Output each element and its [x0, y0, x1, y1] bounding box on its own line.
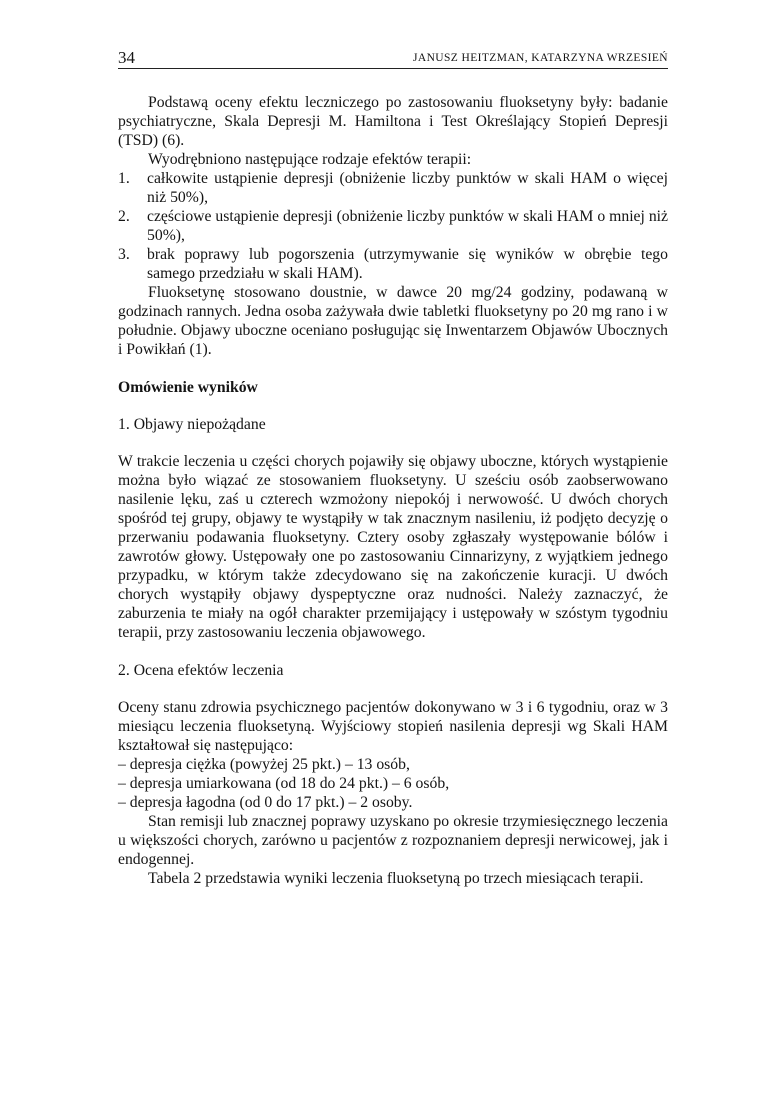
- assessment-paragraph: Oceny stanu zdrowia psychicznego pacjentów dokonywano w 3 i 6 tygodniu, oraz w 3 miesiącu leczenia fluoksetyną. Wyjściowy stopień nasilenia depresji wg Skali HAM kształtował się następująco:: [118, 699, 668, 754]
- effects-intro: Wyodrębniono następujące rodzaje efektów terapii:: [148, 151, 472, 168]
- list-item-text: brak poprawy lub pogorszenia (utrzymywanie się wyników w obrębie tego samego przedziału w skali HAM).: [147, 246, 668, 282]
- list-item: [118, 245, 668, 283]
- dosage-paragraph: Fluoksetynę stosowano doustnie, w dawce 20 mg/24 godziny, podawaną w godzinach rannych. Jedna osoba zażywała dwie tabletki fluoksetyny po 20 mg rano i w południe. Objawy uboczne oceniano posługując się Inwentarzem Objawów Ubocznych i Powikłań (1).: [118, 284, 668, 358]
- body-text: [118, 93, 668, 888]
- table-reference-paragraph: Tabela 2 przedstawia wyniki leczenia fluoksetyną po trzech miesiącach terapii.: [148, 870, 644, 887]
- running-title: JANUSZ HEITZMAN, KATARZYNA WRZESIEŃ: [413, 52, 668, 64]
- list-item-text: częściowe ustąpienie depresji (obniżenie liczby punktów w skali HAM o mniej niż 50%),: [147, 208, 668, 244]
- intro-paragraph: Podstawą oceny efektu leczniczego po zastosowaniu fluoksetyny były: badanie psychiatryczne, Skala Depresji M. Hamiltona i Test Określający Stopień Depresji (TSD) (6).: [118, 94, 668, 149]
- severity-list: [118, 755, 668, 812]
- list-item-number: 2.: [118, 208, 130, 225]
- section-heading: Omówienie wyników: [118, 379, 258, 396]
- effects-list: [118, 169, 668, 283]
- subsection-heading-side-effects: 1. Objawy niepożądane: [118, 416, 266, 433]
- list-item-number: 1.: [118, 170, 130, 187]
- list-item: – depresja umiarkowana (od 18 do 24 pkt.) – 6 osób,: [118, 775, 450, 792]
- page-number: 34: [118, 48, 135, 67]
- list-item: – depresja łagodna (od 0 do 17 pkt.) – 2 osoby.: [118, 794, 413, 811]
- list-item: – depresja ciężka (powyżej 25 pkt.) – 13 osób,: [118, 756, 410, 773]
- remission-paragraph: Stan remisji lub znacznej poprawy uzyskano po okresie trzymiesięcznego leczenia u większości chorych, zarówno u pacjentów z rozpoznaniem depresji nerwicowej, jak i endogennej.: [118, 813, 668, 868]
- list-item-number: 3.: [118, 246, 130, 263]
- side-effects-paragraph: W trakcie leczenia u części chorych pojawiły się objawy uboczne, których wystąpienie można było wiązać ze stosowaniem fluoksetyny. U sześciu osób zaobserwowano nasilenie lęku, zaś u czterech wzmożony niepokój i nerwowość. U dwóch chorych spośród tej grupy, objawy te wystąpiły w tak znacznym nasileniu, iż podjęto decyzję o przerwaniu podawania fluoksetyny. Cztery osoby zgłaszały występowanie bólów i zawrotów głowy. Ustępowały one po zastosowaniu Cinnarizyny, z wyjątkiem jednego przypadku, w którym także zdecydowano się na zakończenie kuracji. U dwóch chorych wystąpiły objawy dyspeptyczne oraz nudności. Należy zaznaczyć, że zaburzenia te miały na ogół charakter przemijający i ustępowały w szóstym tygodniu terapii, przy zastosowaniu leczenia objawowego.: [118, 453, 668, 641]
- list-item: [118, 169, 668, 207]
- page: [118, 44, 668, 888]
- list-item: [118, 207, 668, 245]
- subsection-heading-assessment: 2. Ocena efektów leczenia: [118, 662, 284, 679]
- running-head: [118, 44, 668, 69]
- list-item-text: całkowite ustąpienie depresji (obniżenie liczby punktów w skali HAM o więcej niż 50%),: [147, 170, 668, 206]
